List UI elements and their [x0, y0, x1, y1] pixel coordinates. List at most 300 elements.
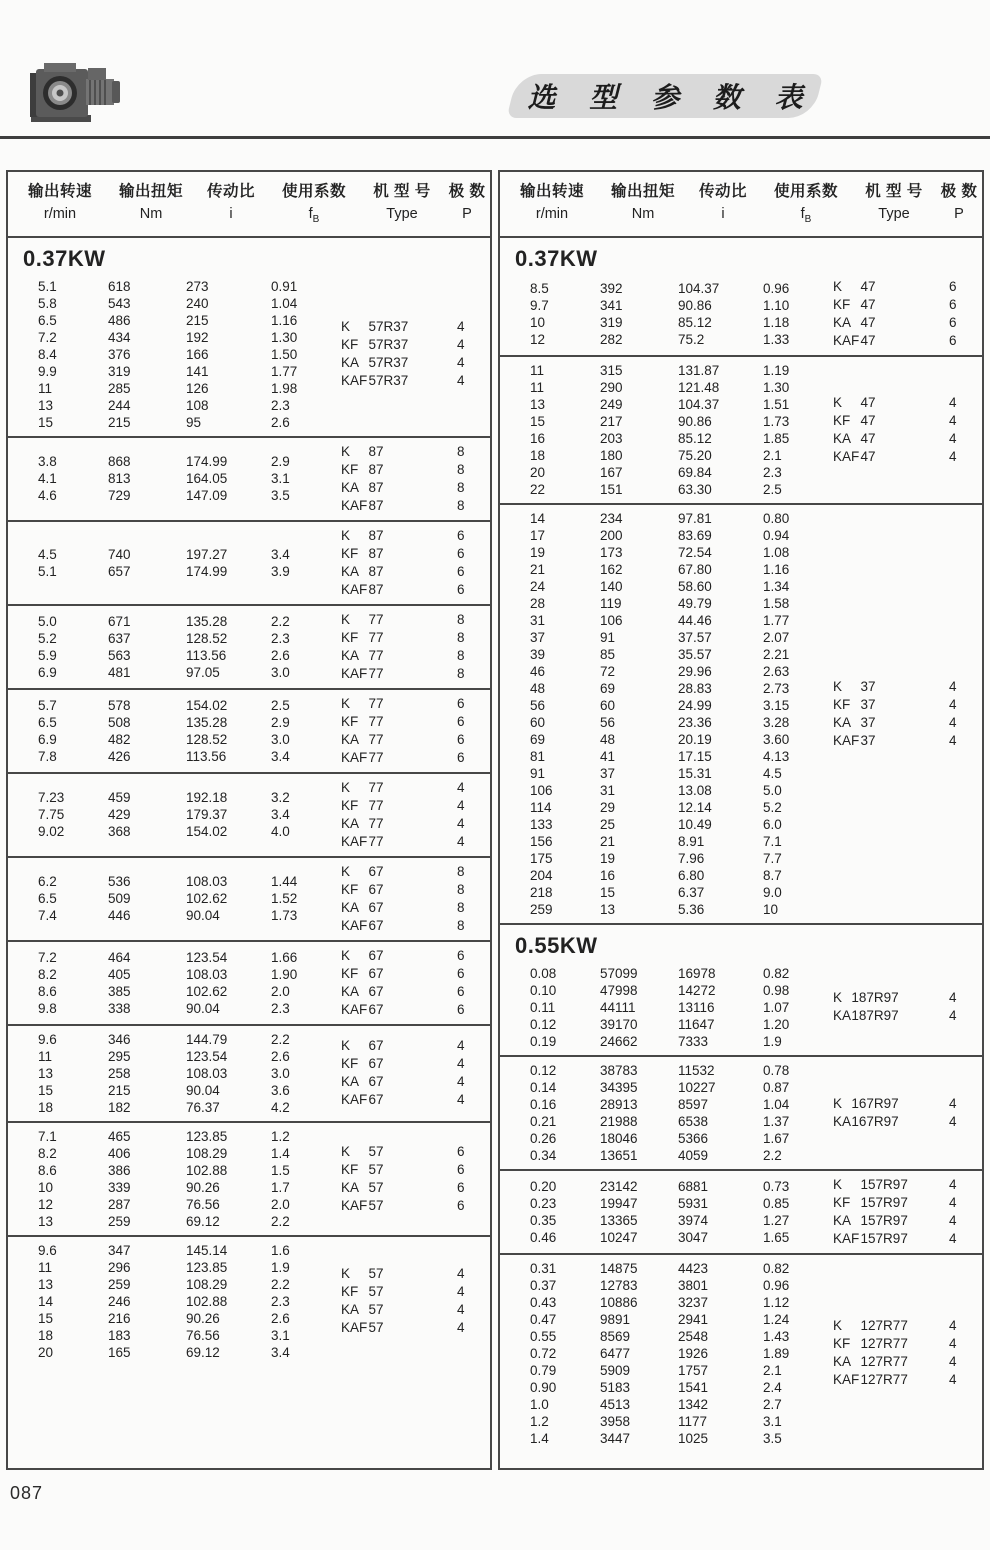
- data-cell: 1541: [678, 1379, 709, 1395]
- type-prefix: KA: [833, 1354, 852, 1370]
- column-unit: [272, 206, 356, 228]
- pole-count: 6: [457, 1161, 465, 1177]
- type-row: [833, 1194, 977, 1212]
- data-cell: 6.80: [678, 867, 705, 883]
- type-model: 87: [368, 497, 384, 513]
- parameter-group: [8, 688, 490, 772]
- data-cell: 108.03: [186, 966, 228, 982]
- type-model: 57: [368, 1179, 384, 1195]
- type-row: [341, 965, 485, 983]
- data-cell: 18: [38, 1327, 54, 1343]
- data-cell: 285: [108, 380, 131, 396]
- type-prefix: KA: [341, 983, 360, 999]
- pole-count: 4: [457, 1320, 465, 1336]
- data-cell: 5.7: [38, 697, 57, 713]
- type-prefix: KAF: [341, 917, 368, 933]
- column-unit: r/min: [43, 206, 77, 222]
- data-cell: 119: [600, 595, 622, 611]
- type-row: [833, 678, 977, 696]
- column-header: 传动比: [698, 183, 747, 200]
- data-rows: [8, 278, 335, 431]
- header-units-row: [8, 206, 490, 228]
- data-cell: 19: [530, 544, 546, 560]
- data-cell: 4.5: [38, 546, 57, 562]
- data-cell: 1.37: [763, 1113, 790, 1129]
- data-cell: 165: [108, 1344, 131, 1360]
- parameter-group: [8, 604, 490, 688]
- data-cell: 1.9: [763, 1033, 782, 1049]
- data-cell: 1.34: [763, 578, 790, 594]
- type-prefix: KAF: [833, 732, 860, 748]
- data-cell: 0.08: [530, 965, 557, 981]
- pole-count: 8: [457, 497, 465, 513]
- data-cell: 1.20: [763, 1016, 790, 1032]
- data-cell: 446: [108, 908, 131, 924]
- pole-count: 4: [457, 1056, 465, 1072]
- parameter-group: [8, 1024, 490, 1121]
- data-cell: 1.04: [763, 1096, 790, 1112]
- data-cell: 35.57: [678, 646, 712, 662]
- data-cell: 215: [186, 312, 209, 328]
- type-row: [341, 611, 485, 629]
- column-header: 使用系数: [773, 183, 838, 200]
- data-cell: 0.78: [763, 1062, 790, 1078]
- data-cell: 121.48: [678, 379, 720, 395]
- header-labels-row: [8, 182, 490, 202]
- data-rows: [500, 280, 827, 348]
- data-cell: 1.33: [763, 331, 790, 347]
- data-cell: 1.27: [763, 1212, 790, 1228]
- data-cell: 1.4: [271, 1145, 290, 1161]
- data-rows: [8, 546, 335, 580]
- type-prefix: KF: [833, 412, 851, 428]
- data-cell: 15: [600, 884, 616, 900]
- type-prefix: KAF: [833, 1230, 860, 1246]
- data-cell: 1.30: [271, 329, 298, 345]
- data-cell: 1.7: [271, 1179, 290, 1195]
- data-cell: 48: [600, 731, 616, 747]
- data-cell: 15.31: [678, 765, 712, 781]
- type-model: 77: [368, 749, 384, 765]
- parameter-group: [8, 772, 490, 856]
- pole-count: 8: [457, 881, 465, 897]
- data-cell: 133: [530, 816, 553, 832]
- type-model: 157R97: [860, 1194, 908, 1210]
- column-header: 输出转速: [519, 183, 584, 200]
- data-cell: 108.03: [186, 1065, 228, 1081]
- parameter-group: [500, 1055, 982, 1169]
- data-cell: 1.85: [763, 430, 790, 446]
- data-cell: 0.11: [530, 999, 556, 1015]
- table-filler: [8, 1366, 490, 1468]
- data-cell: 67.80: [678, 561, 712, 577]
- pole-count: 4: [457, 1038, 465, 1054]
- type-prefix: KA: [833, 314, 852, 330]
- data-cell: 0.82: [763, 1260, 790, 1276]
- type-prefix: KA: [341, 479, 360, 495]
- data-cell: 2.6: [271, 647, 290, 663]
- data-cell: 3.28: [763, 714, 790, 730]
- type-row: [833, 732, 977, 750]
- data-cell: 368: [108, 824, 131, 840]
- unit-sub: B: [804, 213, 812, 225]
- data-cell: 3237: [678, 1294, 709, 1310]
- data-cell: 385: [108, 983, 131, 999]
- type-model: 47: [860, 448, 876, 464]
- data-cell: 76.56: [186, 1196, 220, 1212]
- pole-count: 4: [457, 337, 465, 353]
- data-cell: 8.2: [38, 1145, 57, 1161]
- type-row: [341, 1283, 485, 1301]
- data-cell: 3.0: [271, 1065, 290, 1081]
- pole-count: 4: [949, 1176, 957, 1192]
- data-cell: 216: [108, 1310, 131, 1326]
- data-cell: 287: [108, 1196, 131, 1212]
- data-cell: 5.2: [38, 630, 57, 646]
- pole-count: 4: [949, 1194, 957, 1210]
- data-cell: 259: [108, 1276, 131, 1292]
- data-cell: 12783: [600, 1277, 638, 1293]
- data-cell: 2.6: [271, 1310, 290, 1326]
- type-model: 67: [368, 965, 384, 981]
- type-block: [827, 1317, 977, 1389]
- data-cell: 1342: [678, 1396, 709, 1412]
- data-cell: 123.85: [186, 1128, 228, 1144]
- type-row: [341, 695, 485, 713]
- type-prefix: KA: [833, 430, 852, 446]
- data-cell: 7.4: [38, 908, 57, 924]
- type-model: 77: [368, 797, 384, 813]
- type-model: 77: [368, 665, 384, 681]
- data-cell: 0.16: [530, 1096, 557, 1112]
- type-prefix: KA: [341, 815, 360, 831]
- type-row: [341, 983, 485, 1001]
- pole-count: 4: [949, 1095, 957, 1111]
- data-cell: 140: [600, 578, 623, 594]
- type-row: [341, 1197, 485, 1215]
- data-cell: 3.1: [271, 1327, 290, 1343]
- data-cell: 482: [108, 731, 131, 747]
- type-model: 67: [368, 881, 384, 897]
- type-prefix: KAF: [833, 1372, 860, 1388]
- type-model: 87: [368, 461, 384, 477]
- data-cell: 123.54: [186, 949, 228, 965]
- data-cell: 481: [108, 664, 131, 680]
- type-model: 37: [860, 696, 876, 712]
- data-cell: 13: [530, 396, 546, 412]
- data-cell: 69: [530, 731, 546, 747]
- type-block: [827, 394, 977, 466]
- data-cell: 31: [530, 612, 546, 628]
- data-cell: 259: [530, 901, 553, 917]
- data-cell: 22: [530, 481, 546, 497]
- data-cell: 75.2: [678, 331, 705, 347]
- data-cell: 7.2: [38, 329, 57, 345]
- type-prefix: KA: [341, 647, 360, 663]
- data-rows: [8, 613, 335, 681]
- data-cell: 7.8: [38, 748, 57, 764]
- data-cell: 9.0: [763, 884, 782, 900]
- type-prefix: K: [341, 443, 351, 459]
- parameter-group: [8, 856, 490, 940]
- type-model: 37: [860, 714, 876, 730]
- data-cell: 4.0: [271, 824, 290, 840]
- data-cell: 319: [108, 363, 131, 379]
- type-model: 67: [368, 899, 384, 915]
- type-prefix: KF: [833, 1336, 851, 1352]
- data-cell: 1.51: [763, 396, 790, 412]
- data-cell: 5.2: [763, 799, 782, 815]
- type-model: 67: [368, 863, 384, 879]
- data-cell: 28: [530, 595, 546, 611]
- type-row: [833, 1095, 977, 1113]
- type-row: [833, 332, 977, 350]
- data-cell: 2.3: [271, 1000, 290, 1016]
- column-unit: r/min: [535, 206, 569, 222]
- type-prefix: KAF: [341, 1001, 368, 1017]
- type-prefix: KA: [833, 714, 852, 730]
- data-cell: 12: [38, 1196, 54, 1212]
- data-cell: 180: [600, 447, 623, 463]
- data-cell: 14272: [678, 982, 716, 998]
- data-cell: 3.9: [271, 563, 290, 579]
- data-cell: 543: [108, 295, 131, 311]
- page-number: 087: [10, 1483, 44, 1503]
- data-cell: 290: [600, 379, 623, 395]
- type-prefix: KF: [341, 965, 359, 981]
- type-prefix: KAF: [341, 1092, 368, 1108]
- data-cell: 3.5: [763, 1430, 782, 1446]
- data-cell: 0.80: [763, 510, 790, 526]
- type-model: 187R97: [851, 1008, 899, 1024]
- pole-count: 6: [457, 563, 465, 579]
- column-header: 使用系数: [281, 183, 346, 200]
- data-cell: 0.46: [530, 1229, 557, 1245]
- data-cell: 69.12: [186, 1344, 220, 1360]
- data-cell: 1.2: [271, 1128, 290, 1144]
- type-model: 127R77: [860, 1354, 908, 1370]
- data-cell: 1.24: [763, 1311, 790, 1327]
- data-cell: 813: [108, 471, 131, 487]
- data-cell: 0.73: [763, 1178, 790, 1194]
- type-model: 57: [368, 1302, 384, 1318]
- gearmotor-logo: [28, 55, 124, 129]
- data-cell: 90.04: [186, 1082, 220, 1098]
- data-cell: 69.84: [678, 464, 712, 480]
- data-cell: 1.98: [271, 380, 298, 396]
- type-row: [341, 527, 485, 545]
- data-cell: 508: [108, 714, 131, 730]
- type-row: [341, 713, 485, 731]
- pole-count: 4: [949, 678, 957, 694]
- type-prefix: KAF: [341, 581, 368, 597]
- type-block: [335, 1265, 485, 1337]
- data-cell: 28.83: [678, 680, 712, 696]
- type-prefix: KF: [341, 629, 359, 645]
- type-row: [833, 696, 977, 714]
- data-cell: 341: [600, 297, 623, 313]
- data-cell: 465: [108, 1128, 131, 1144]
- pole-count: 6: [457, 749, 465, 765]
- pole-count: 8: [457, 665, 465, 681]
- data-cell: 1.43: [763, 1328, 790, 1344]
- data-cell: 37: [600, 765, 616, 781]
- data-cell: 13651: [600, 1147, 638, 1163]
- type-row: [341, 497, 485, 515]
- parameter-group: [500, 273, 982, 355]
- data-cell: 90.04: [186, 908, 220, 924]
- data-cell: 3.5: [271, 488, 290, 504]
- type-prefix: KA: [833, 1008, 852, 1024]
- data-cell: 63.30: [678, 481, 712, 497]
- pole-count: 6: [457, 713, 465, 729]
- type-model: 57: [368, 1320, 384, 1336]
- data-cell: 34395: [600, 1079, 638, 1095]
- data-cell: 1.04: [271, 295, 298, 311]
- data-cell: 6.0: [763, 816, 782, 832]
- data-rows: [500, 965, 827, 1050]
- pole-count: 8: [457, 917, 465, 933]
- data-cell: 7.1: [763, 833, 782, 849]
- column-unit: i: [229, 206, 233, 222]
- data-cell: 215: [108, 1082, 131, 1098]
- data-cell: 0.21: [530, 1113, 557, 1129]
- type-model: 37: [860, 678, 876, 694]
- data-cell: 1.50: [271, 346, 298, 362]
- table-header: [500, 172, 982, 238]
- data-cell: 113.56: [186, 748, 227, 764]
- type-model: 57R37: [368, 373, 409, 389]
- data-cell: 3.60: [763, 731, 790, 747]
- parameter-group: [8, 273, 490, 436]
- type-prefix: KA: [341, 731, 360, 747]
- data-cell: 154.02: [186, 697, 228, 713]
- data-cell: 0.72: [530, 1345, 557, 1361]
- data-cell: 90.26: [186, 1179, 220, 1195]
- type-row: [341, 336, 485, 354]
- type-prefix: KF: [833, 296, 851, 312]
- data-cell: 4.1: [38, 471, 57, 487]
- pole-count: 8: [457, 611, 465, 627]
- data-cell: 5183: [600, 1379, 631, 1395]
- type-model: 167R97: [851, 1095, 899, 1111]
- type-row: [341, 665, 485, 683]
- section-label: 0.55KW: [500, 923, 982, 960]
- data-cell: 0.12: [530, 1016, 557, 1032]
- pole-count: 8: [457, 899, 465, 915]
- data-cell: 339: [108, 1179, 131, 1195]
- parameter-group: [8, 1235, 490, 1366]
- data-cell: 11: [530, 362, 545, 378]
- type-model: 187R97: [851, 990, 899, 1006]
- data-cell: 192: [186, 329, 209, 345]
- data-cell: 6881: [678, 1178, 709, 1194]
- type-prefix: K: [341, 1038, 351, 1054]
- data-cell: 1025: [678, 1430, 709, 1446]
- data-cell: 657: [108, 563, 131, 579]
- data-cell: 37: [530, 629, 546, 645]
- data-cell: 147.09: [186, 488, 228, 504]
- data-cell: 282: [600, 331, 623, 347]
- data-cell: 729: [108, 488, 131, 504]
- type-prefix: KF: [341, 337, 359, 353]
- type-model: 47: [860, 412, 876, 428]
- type-row: [833, 1230, 977, 1248]
- data-cell: 49.79: [678, 595, 712, 611]
- data-cell: 1.07: [763, 999, 790, 1015]
- data-cell: 29: [600, 799, 616, 815]
- data-cell: 72: [600, 663, 616, 679]
- column-header: 极 数: [940, 183, 978, 200]
- data-cell: 204: [530, 867, 553, 883]
- type-prefix: KF: [341, 545, 359, 561]
- type-model: 87: [368, 527, 384, 543]
- type-model: 57: [368, 1284, 384, 1300]
- pole-count: 8: [457, 863, 465, 879]
- type-model: 127R77: [860, 1318, 908, 1334]
- data-cell: 29.96: [678, 663, 712, 679]
- data-cell: 15: [38, 414, 54, 430]
- pole-count: 6: [457, 1179, 465, 1195]
- data-cell: 1.4: [530, 1430, 549, 1446]
- data-cell: 3.1: [763, 1413, 782, 1429]
- type-prefix: KA: [341, 1179, 360, 1195]
- data-cell: 18: [38, 1099, 54, 1115]
- data-cell: 1.10: [763, 297, 790, 313]
- data-cell: 12: [530, 331, 546, 347]
- data-rows: [8, 1031, 335, 1116]
- data-cell: 1.19: [763, 362, 790, 378]
- data-cell: 47998: [600, 982, 638, 998]
- header-divider: [0, 136, 990, 139]
- data-cell: 2.2: [271, 1213, 290, 1229]
- type-row: [341, 479, 485, 497]
- data-cell: 167: [600, 464, 623, 480]
- pole-count: 4: [457, 373, 465, 389]
- data-cell: 18: [530, 447, 546, 463]
- data-cell: 0.85: [763, 1195, 790, 1211]
- data-cell: 536: [108, 874, 131, 890]
- type-model: 87: [368, 443, 384, 459]
- data-cell: 386: [108, 1162, 131, 1178]
- type-prefix: K: [341, 527, 351, 543]
- pole-count: 4: [949, 696, 957, 712]
- type-row: [341, 1161, 485, 1179]
- type-model: 67: [368, 983, 384, 999]
- data-cell: 10227: [678, 1079, 716, 1095]
- data-cell: 108.29: [186, 1145, 228, 1161]
- data-cell: 102.62: [186, 891, 228, 907]
- data-cell: 295: [108, 1048, 131, 1064]
- type-row: [341, 815, 485, 833]
- data-cell: 1.90: [271, 966, 298, 982]
- type-prefix: KF: [833, 696, 851, 712]
- data-cell: 175: [530, 850, 553, 866]
- data-cell: 10: [763, 901, 779, 917]
- data-cell: 218: [530, 884, 553, 900]
- type-prefix: KAF: [341, 497, 368, 513]
- type-block: [335, 611, 485, 683]
- type-model: 77: [368, 695, 384, 711]
- type-prefix: K: [833, 1095, 843, 1111]
- pole-count: 4: [949, 714, 957, 730]
- pole-count: 4: [949, 1008, 957, 1024]
- type-model: 47: [860, 332, 876, 348]
- pole-count: 4: [949, 1318, 957, 1334]
- column-header: 传动比: [206, 183, 255, 200]
- type-model: 87: [368, 545, 384, 561]
- pole-count: 4: [949, 1372, 957, 1388]
